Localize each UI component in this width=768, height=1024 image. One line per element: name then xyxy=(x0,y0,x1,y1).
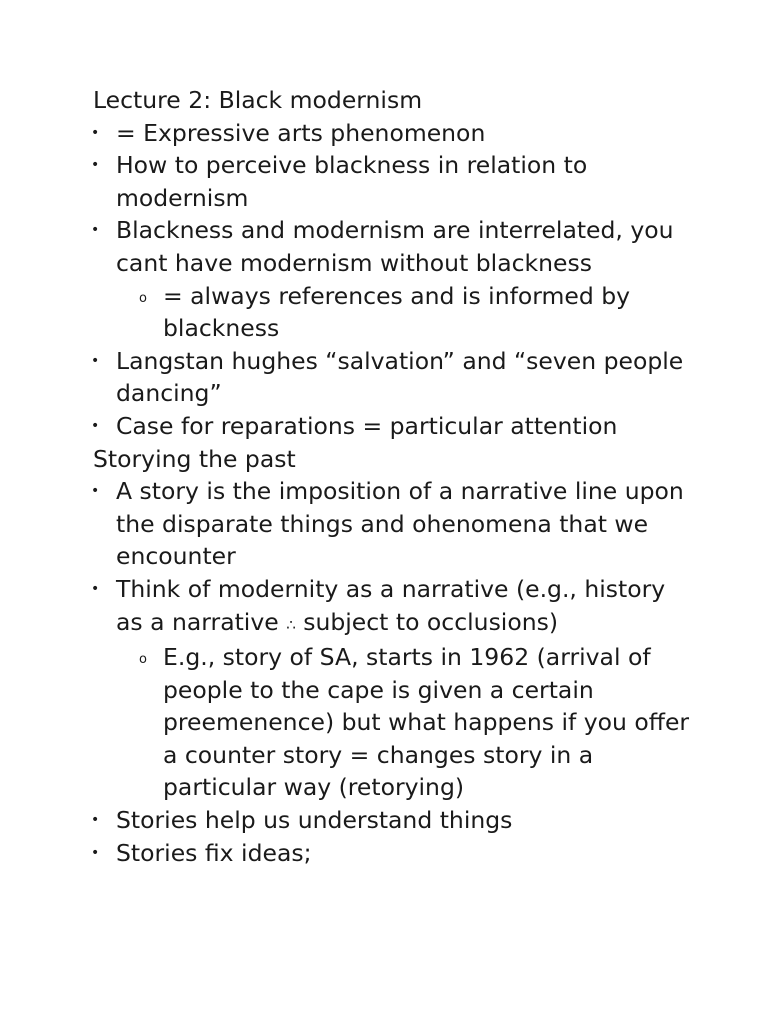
therefore-symbol: ∴ xyxy=(286,615,296,634)
list-item-text: Blackness and modernism are interrelated, you cant have modernism without blackness xyxy=(116,216,674,277)
list-item: • Langstan hughes “salvation” and “seven people dancing” xyxy=(93,345,693,410)
list-item: • A story is the imposition of a narrative line upon the disparate things and ohenomena that we encounter xyxy=(93,475,693,573)
sub-list-item: o E.g., story of SA, starts in 1962 (arrival of people to the cape is given a certain preemenence) but what happens if you offer a counter story = changes story in a particular way (retorying) xyxy=(93,641,693,804)
sub-bullet-list xyxy=(93,280,693,345)
document-body xyxy=(93,84,693,869)
list-item: • How to perceive blackness in relation to modernism xyxy=(93,149,693,214)
sub-bullet-list xyxy=(93,641,693,804)
list-item xyxy=(93,214,693,344)
list-item: • Stories help us understand things xyxy=(93,804,693,837)
section-heading: Storying the past xyxy=(93,444,296,473)
list-item-text-tail: subject to occlusions) xyxy=(303,607,559,636)
bullet-list-storying-the-past xyxy=(93,475,693,869)
sub-list-item: o = always references and is informed by blackness xyxy=(93,280,693,345)
list-item: • = Expressive arts phenomenon xyxy=(93,117,693,150)
list-item: • Stories fix ideas; xyxy=(93,837,693,870)
bullet-list-black-modernism xyxy=(93,117,693,443)
list-item-text: Think of modernity as a narrative (e.g., history as a narrative xyxy=(116,574,666,636)
list-item: • Case for reparations = particular attention xyxy=(93,410,693,443)
list-item xyxy=(93,573,693,804)
lecture-heading: Lecture 2: Black modernism xyxy=(93,86,423,114)
